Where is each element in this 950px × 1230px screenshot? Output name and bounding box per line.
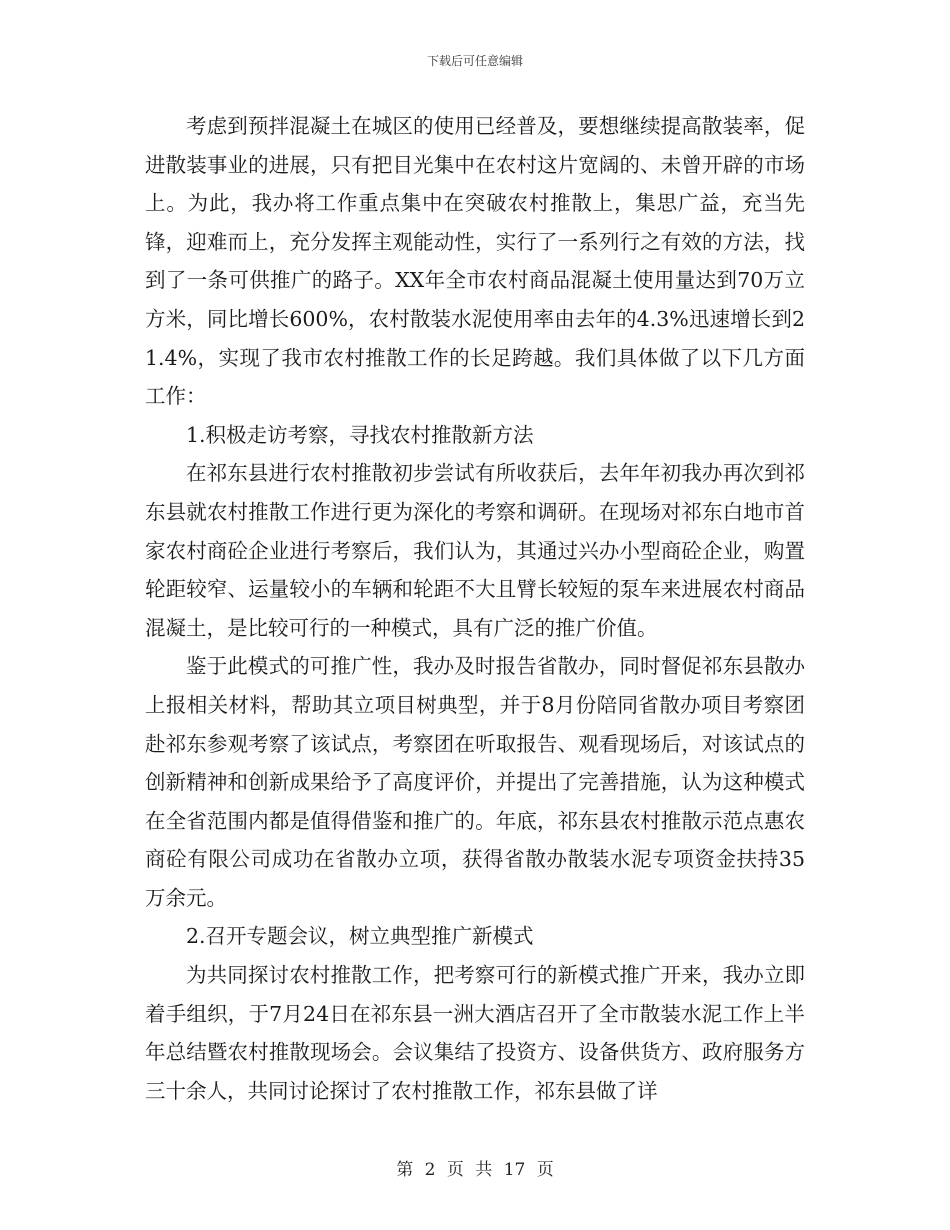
paragraph: 鉴于此模式的可推广性，我办及时报告省散办，同时督促祁东县散办上报相关材料，帮助其立项目树典型，并于8月份陪同省散办项目考察团赴祁东参观考察了该试点，考察团在听取报告、观看现场后，对该试点的创新精神和创新成果给予了高度评价，并提出了完善措施，认为这种模式在全省范围内都是值得借鉴和推广的。年底，祁东县农村推散示范点惠农商砼有限公司成功在省散办立项，获得省散办散装水泥专项资金扶持35万余元。 bbox=[145, 654, 805, 910]
document-body bbox=[145, 107, 805, 1110]
section-heading: 2.召开专题会议，树立典型推广新模式 bbox=[186, 924, 534, 949]
section-heading: 1.积极走访考察，寻找农村推散新方法 bbox=[186, 422, 534, 447]
page-number-footer: 第 2 页 共 17 页 bbox=[396, 1160, 554, 1180]
page-header: 下载后可任意编辑 bbox=[426, 54, 523, 68]
paragraph: 考虑到预拌混凝土在城区的使用已经普及，要想继续提高散装率，促进散装事业的进展，只有把目光集中在农村这片宽阔的、未曾开辟的市场上。为此，我办将工作重点集中在突破农村推散上，集思广益，充当先锋，迎难而上，充分发挥主观能动性，实行了一系列行之有效的方法，找到了一条可供推广的路子。XX年全市农村商品混凝土使用量达到70万立方米，同比增长600%，农村散装水泥使用率由去年的4.3%迅速增长到21.4%，实现了我市农村推散工作的长足跨越。我们具体做了以下几方面工作： bbox=[145, 114, 805, 409]
paragraph: 在祁东县进行农村推散初步尝试有所收获后，去年年初我办再次到祁东县就农村推散工作进行更为深化的考察和调研。在现场对祁东白地市首家农村商砼企业进行考察后，我们认为，其通过兴办小型商砼企业，购置轮距较窄、运量较小的车辆和轮距不大且臂长较短的泵车来进展农村商品混凝土，是比较可行的一种模式，具有广泛的推广价值。 bbox=[145, 461, 805, 640]
paragraph: 为共同探讨农村推散工作，把考察可行的新模式推广开来，我办立即着手组织，于7月24日在祁东县一洲大酒店召开了全市散装水泥工作上半年总结暨农村推散现场会。会议集结了投资方、设备供货方、政府服务方三十余人，共同讨论探讨了农村推散工作，祁东县做了详 bbox=[145, 963, 805, 1103]
